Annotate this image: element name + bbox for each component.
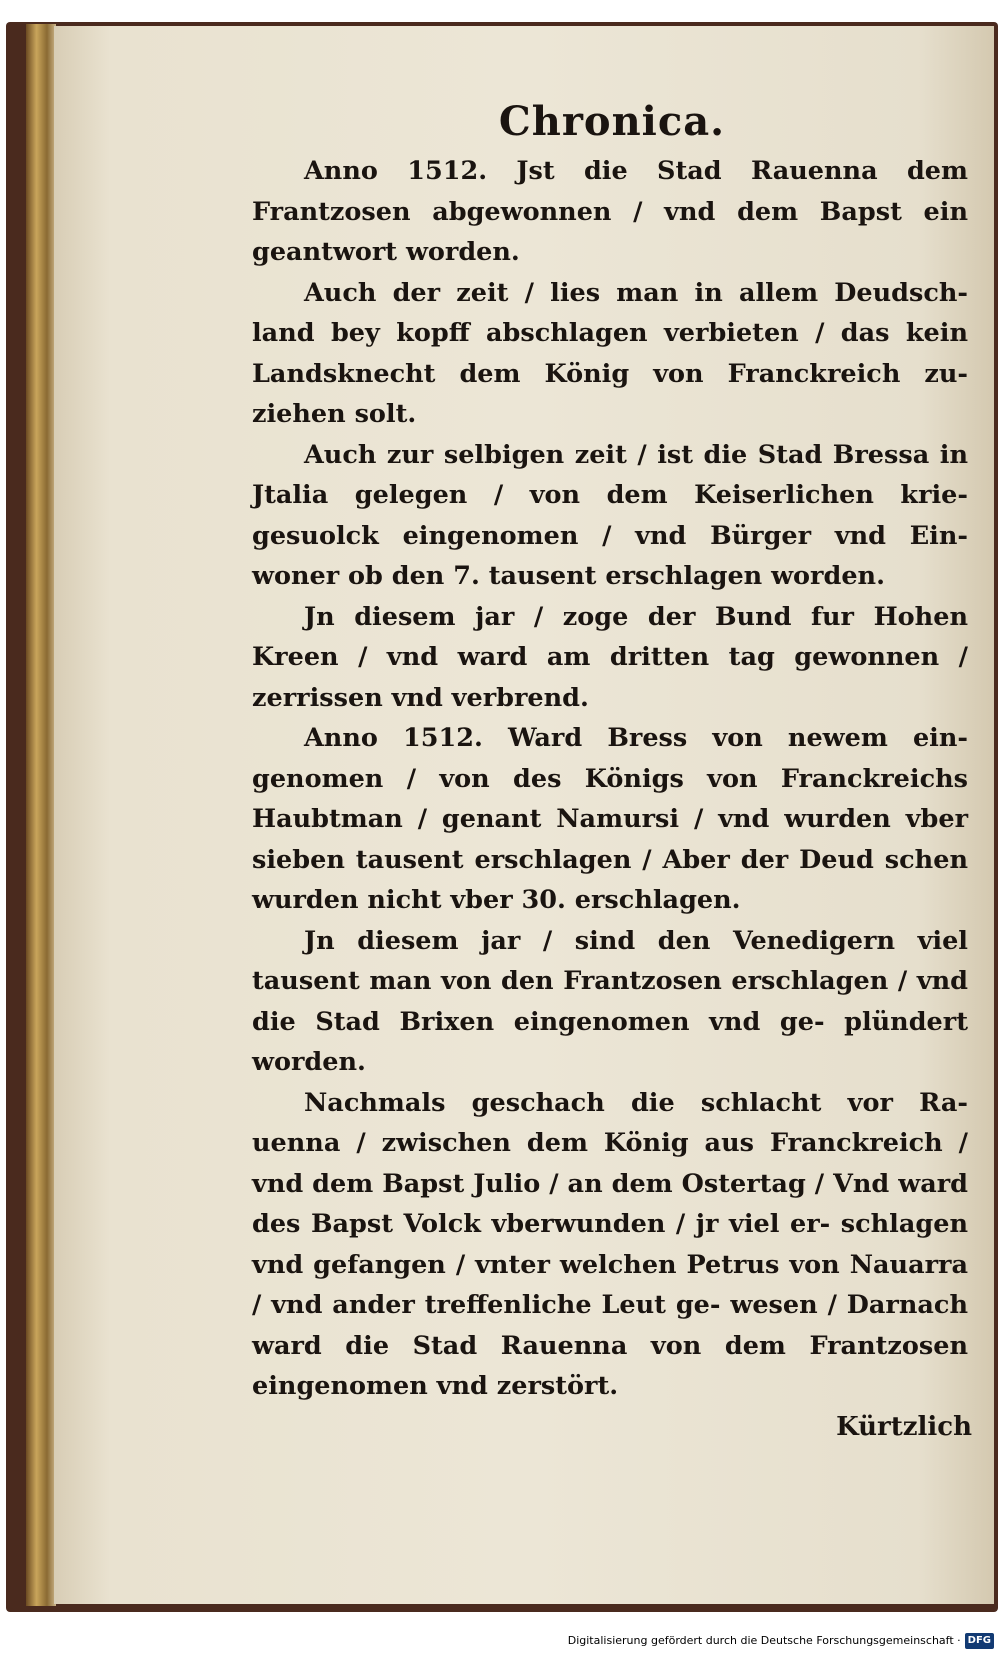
paragraph-7: Nachmals geschach die schlacht vor Ra- uenna / zwischen dem König aus Franckreich / vnd dem Bapst Julio / an dem Ostertag / Vnd ward des Bapst Volck vberwunden / jr viel er- schlagen vnd gefangen / vnter welchen Petrus von Nauarra / vnd ander treffenliche Leut ge- wesen / Darnach ward die Stad Rauenna von dem Frantzosen eingenomen vnd zerstört. (252, 1087, 968, 1401)
text-block (252, 80, 972, 1447)
footer-credit: Digitalisierung gefördert durch die Deutsche Forschungsgemeinschaft · (567, 1634, 961, 1647)
running-head: Chronica. (498, 98, 726, 145)
paragraph-1: Anno 1512. Jst die Stad Rauenna dem Frantzosen abgewonnen / vnd dem Bapst ein geantwort worden. (252, 156, 968, 267)
paragraph-5: Anno 1512. Ward Bress von newem ein- genomen / von des Königs von Franckreichs Haubtman / genant Namursi / vnd wurden vber sieben tausent erschlagen / Aber der Deud schen wurden nicht vber 30. erschlagen. (252, 723, 968, 915)
paragraph-6: Jn diesem jar / sind den Venedigern viel tausent man von den Frantzosen erschlagen / vnd die Stad Brixen eingenomen vnd ge- plündert worden. (252, 925, 968, 1077)
paragraph-4: Jn diesem jar / zoge der Bund fur Hohen Kreen / vnd ward am dritten tag gewonnen / zerrissen vnd verbrend. (252, 601, 968, 713)
paragraph-3: Auch zur selbigen zeit / ist die Stad Bressa in Jtalia gelegen / von dem Keiserlichen krie- gesuolck eingenomen / vnd Bürger vnd Ein- woner ob den 7. tausent erschlagen worden. (252, 439, 968, 591)
paragraph-2: Auch der zeit / lies man in allem Deudsch- land bey kopff abschlagen verbieten / das kein Landsknecht dem König von Franckreich zu- ziehen solt. (252, 277, 968, 429)
catchword: Kürtzlich (836, 1411, 972, 1442)
page-edges (26, 24, 56, 1606)
dfg-logo-icon: DFG (965, 1633, 994, 1649)
digitization-footer (0, 1632, 1000, 1654)
